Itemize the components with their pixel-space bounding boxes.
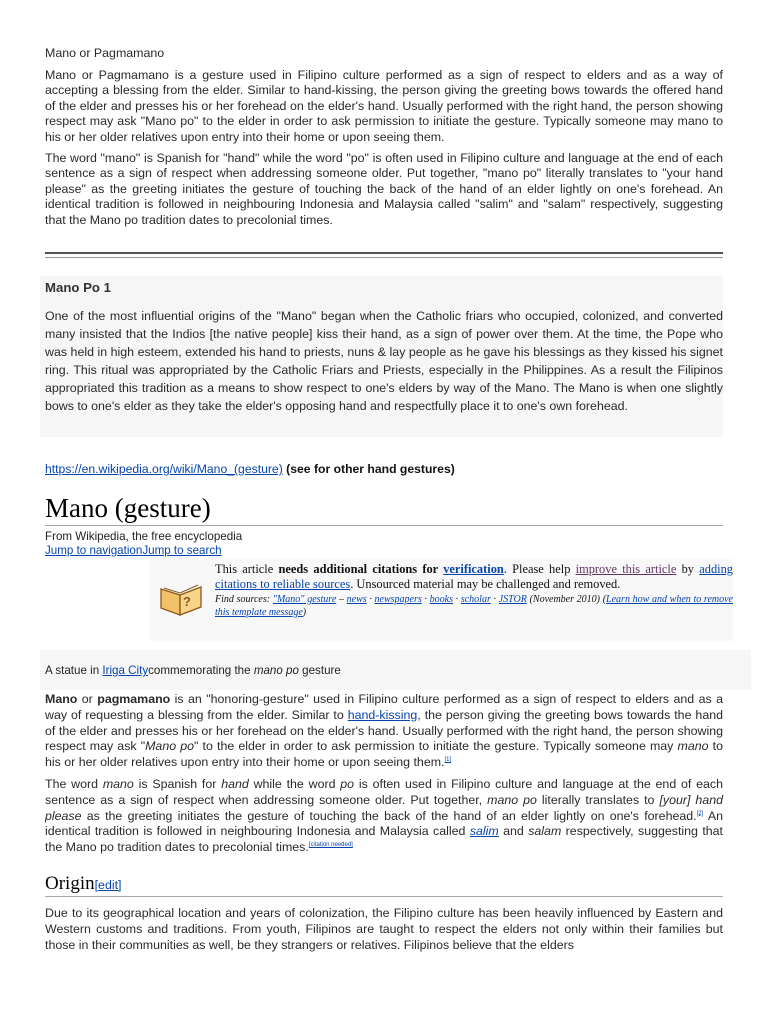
p1-or: or: [77, 692, 98, 706]
wiki-subtitle: [45, 530, 723, 558]
citation-notice-box: [150, 559, 733, 641]
origin-edit-link[interactable]: [edit]: [94, 878, 122, 892]
adding-citations-link[interactable]: adding citations to reliable sources: [215, 562, 733, 591]
origin-heading-text: Origin: [45, 873, 95, 894]
notice-text-4: . Unsourced material may be challenged and removed.: [350, 577, 621, 591]
image-caption-box: [40, 650, 751, 690]
wikipedia-link-line: [45, 462, 723, 476]
mano-po-body: One of the most influential origins of the "Mano" began when the Catholic friars who occupied, colonized, and converted many insisted that the Indios [the native people] kiss their hand, as a sign of power over them. At the time, the Pope who was held in high esteem, extended his hand to priests, nuns & lay people as he gave his blessings as they kissed his signet ring. This ritual was appropriated by the Catholic Friars and Priests, especially in the Philippines. As a result the Filipinos appropriated this tradition as a means to show respect to one's elders by way of the Mano. The Mano is when one slightly bows to one's elder as they take the elder's opposing hand and respectfully place it to one's own forehead.: [45, 309, 723, 413]
mano-po-heading: Mano Po 1: [45, 280, 111, 295]
p1-b: , the person giving the greeting bows towards the hand of the elder and presses his or her forehead on the elder's hand. Usually performed with the right hand, the person showing respect may ask ": [45, 707, 723, 754]
from-wikipedia: From Wikipedia, the free encyclopedia: [45, 530, 243, 543]
scholar-link[interactable]: scholar: [460, 594, 491, 605]
find-sources-label: Find sources:: [215, 594, 273, 605]
wiki-body: [45, 692, 723, 856]
news-link[interactable]: news: [346, 594, 367, 605]
reference-2-link[interactable]: [2]: [696, 810, 704, 817]
image-caption: [45, 664, 341, 678]
p2-em1: mano: [102, 776, 134, 791]
origin-body-wrap: [45, 905, 723, 953]
p2-em2: hand: [221, 776, 249, 791]
p2-em5: [your] hand please: [45, 792, 723, 823]
find-query-link[interactable]: "Mano" gesture: [272, 594, 337, 605]
p2-em6: salam: [528, 824, 562, 839]
p2-d: is often used in Filipino culture and language at the end of each sentence as a sign of respect when addressing someone older. Put together,: [45, 776, 724, 807]
notice-date: (November 2010): [526, 594, 603, 605]
caption-pre: A statue in: [45, 664, 103, 677]
p2-a: The word: [45, 776, 103, 791]
jump-to-navigation-link[interactable]: Jump to navigation: [45, 544, 143, 557]
wiki-paragraph-2: [45, 777, 723, 856]
p1-c: " to the elder in order to ask permission to initiate the gesture. Typically someone may: [194, 739, 678, 754]
jstor-link[interactable]: JSTOR: [498, 594, 527, 605]
salim-link[interactable]: salim: [469, 824, 499, 839]
intro-section: [45, 46, 723, 228]
p2-f: as the greeting initiates the gesture of touching the back of the hand of an elder lightly on one's forehead.: [81, 808, 697, 823]
p2-e: literally translates to: [536, 792, 660, 807]
iriga-city-link[interactable]: Iriga City: [102, 664, 149, 677]
improve-article-link[interactable]: improve this article: [575, 562, 677, 576]
wiki-page-title: Mano (gesture): [45, 493, 211, 523]
p2-h: and: [498, 824, 529, 839]
notice-text-3: by: [676, 562, 700, 576]
jump-to-search-link[interactable]: Jump to search: [142, 544, 222, 557]
sep-4: ·: [490, 594, 499, 605]
learn-how-link[interactable]: Learn how and when to remove this template message: [215, 594, 733, 618]
p2-i: respectively, suggesting that the Mano po tradition dates to precolonial times.: [45, 824, 723, 855]
term-mano: Mano: [45, 692, 78, 706]
book-question-icon: [158, 577, 204, 617]
citation-notice-text: [215, 562, 733, 619]
notice-text-2: . Please help: [503, 562, 576, 576]
sep-1: ·: [366, 594, 375, 605]
p2-g: An identical tradition is followed in neighbouring Indonesia and Malaysia called: [45, 808, 723, 839]
books-link[interactable]: books: [429, 594, 453, 605]
title-rule: [45, 525, 723, 526]
sep-3: ·: [452, 594, 461, 605]
verification-link[interactable]: verification: [443, 562, 504, 576]
reference-1-link[interactable]: [1]: [444, 757, 452, 764]
hand-kissing-link[interactable]: hand-kissing: [347, 707, 418, 722]
caption-em: mano po: [253, 664, 299, 677]
p2-c: while the word: [248, 776, 341, 791]
sep-2: ·: [421, 594, 430, 605]
p1-em2: mano: [677, 739, 709, 754]
p1-a: is an "honoring-gesture" used in Filipino culture performed as a sign of respect to elders and as a way of requesting a blessing from the elder. Similar to: [45, 692, 724, 722]
notice-bold: needs additional citations for: [278, 562, 444, 576]
origin-rule: [45, 896, 723, 897]
newspapers-link[interactable]: newspapers: [374, 594, 422, 605]
intro-heading: Mano or Pagmamano: [45, 46, 165, 60]
p2-em4: mano po: [487, 792, 537, 807]
p2-b: is Spanish for: [133, 776, 222, 791]
find-dash: –: [336, 594, 347, 605]
double-divider: [45, 252, 723, 258]
p2-em3: po: [340, 776, 355, 791]
origin-heading: [45, 873, 723, 895]
notice-text-1: This article: [215, 562, 279, 576]
wiki-paragraph-1: [45, 692, 723, 771]
p1-d: to his or her older relatives upon entry into their home or upon seeing them.: [45, 739, 723, 770]
citation-needed-link[interactable]: [citation needed]: [308, 842, 353, 849]
mano-po-section: [40, 276, 723, 437]
origin-body: Due to its geographical location and years of colonization, the Filipino culture has been heavily influenced by Eastern and Western customs and traditions. From youth, Filipinos are taught to respect the elders not only within their families but those in their communities as well, be they strangers or relatives. Filipinos believe that the elders: [45, 906, 723, 952]
p1-em1: Mano po: [145, 739, 195, 754]
intro-paragraph-1: Mano or Pagmamano is a gesture used in Filipino culture performed as a sign of respect to elders and as a way of accepting a blessing from the elder. Similar to hand-kissing, the person giving the greeting bows towards the offered hand of the elder and presses his or her forehead on the elder's hand. Usually performed with the right hand, the person showing respect may ask "Mano po" to the elder in order to ask permission to initiate the gesture. Typically someone may mano to his or her older relatives upon entry into their home or upon seeing them.: [45, 68, 723, 144]
intro-paragraph-2: The word "mano" is Spanish for "hand" while the word "po" is often used in Filipino culture and language at the end of each sentence as a sign of respect when addressing someone older. Put together, "mano po" literally translates to "your hand please" as the greeting initiates the gesture of touching the back of the hand of an elder lightly on one's forehead. An identical tradition is followed in neighbouring Indonesia and Malaysia called "salim" and "salam" respectively, suggesting that the Mano po tradition dates to precolonial times.: [45, 151, 723, 227]
link-note: (see for other hand gestures): [282, 462, 455, 476]
wikipedia-url-link[interactable]: https://en.wikipedia.org/wiki/Mano_(gesture): [45, 462, 283, 476]
caption-mid: commemorating the: [148, 664, 254, 677]
svg-text:?: ?: [183, 594, 191, 609]
caption-post: gesture: [298, 664, 341, 677]
term-pagmamano: pagmamano: [97, 692, 171, 706]
find-sources-line: Find sources: "Mano" gesture – news · newspapers · books · scholar · JSTOR (November 2010) (Learn how and when to remove this template message): [215, 594, 733, 618]
